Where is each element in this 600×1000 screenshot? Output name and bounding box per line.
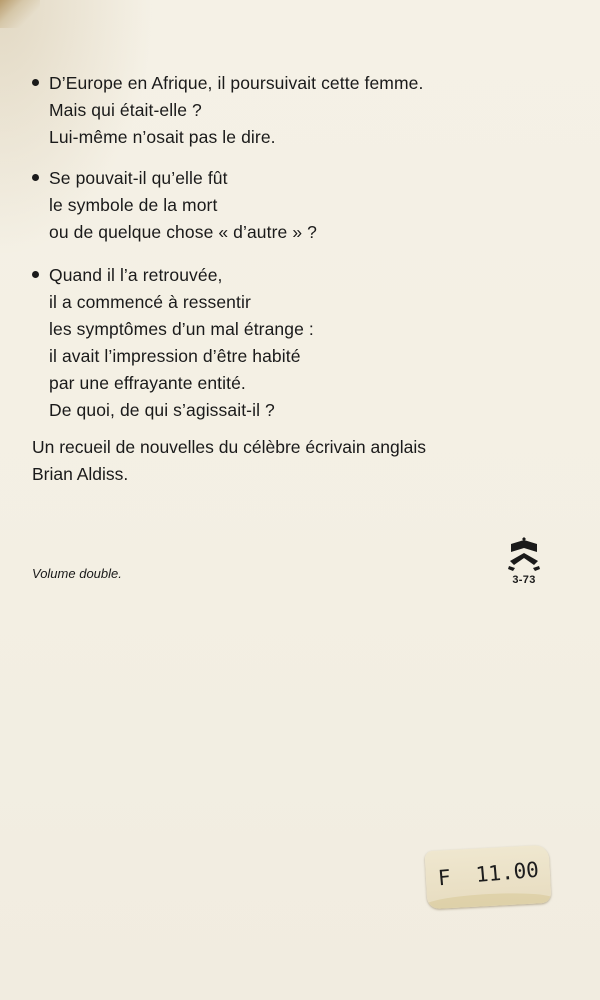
teaser-line: le symbole de la mort bbox=[49, 195, 218, 215]
blurb-line: Un recueil de nouvelles du célèbre écrivain anglais bbox=[32, 437, 426, 457]
teaser-paragraph-3 bbox=[32, 262, 314, 424]
teaser-paragraph-2 bbox=[32, 165, 317, 246]
teaser-line: ou de quelque chose « d’autre » ? bbox=[49, 222, 317, 242]
teaser-line: il avait l’impression d’être habité bbox=[49, 346, 301, 366]
open-book-logo-icon bbox=[505, 535, 543, 573]
price-text: F 11.00 bbox=[436, 857, 540, 891]
teaser-line: Lui-même n’osait pas le dire. bbox=[49, 127, 276, 147]
teaser-line bbox=[32, 262, 314, 289]
teaser-line bbox=[32, 70, 423, 97]
teaser-line-text: Se pouvait-il qu’elle fût bbox=[49, 168, 228, 188]
teaser-line: De quoi, de qui s’agissait-il ? bbox=[49, 400, 275, 420]
teaser-line-text: Quand il l’a retrouvée, bbox=[49, 265, 223, 285]
price-sticker bbox=[425, 845, 552, 909]
author-blurb bbox=[32, 434, 426, 488]
bullet-icon bbox=[32, 165, 49, 192]
teaser-line bbox=[32, 165, 317, 192]
teaser-line: Mais qui était-elle ? bbox=[49, 100, 202, 120]
volume-note: Volume double. bbox=[32, 566, 122, 581]
teaser-paragraph-1 bbox=[32, 70, 423, 151]
teaser-line: par une effrayante entité. bbox=[49, 373, 246, 393]
catalog-code: 3-73 bbox=[512, 574, 536, 586]
blurb-line: Brian Aldiss. bbox=[32, 464, 129, 484]
teaser-line: il a commencé à ressentir bbox=[49, 292, 251, 312]
bullet-icon bbox=[32, 70, 49, 97]
teaser-line: les symptômes d’un mal étrange : bbox=[49, 319, 314, 339]
bullet-icon bbox=[32, 262, 49, 289]
publisher-logo bbox=[494, 535, 554, 586]
teaser-line-text: D’Europe en Afrique, il poursuivait cette femme. bbox=[49, 73, 424, 93]
corner-wear bbox=[0, 0, 40, 28]
